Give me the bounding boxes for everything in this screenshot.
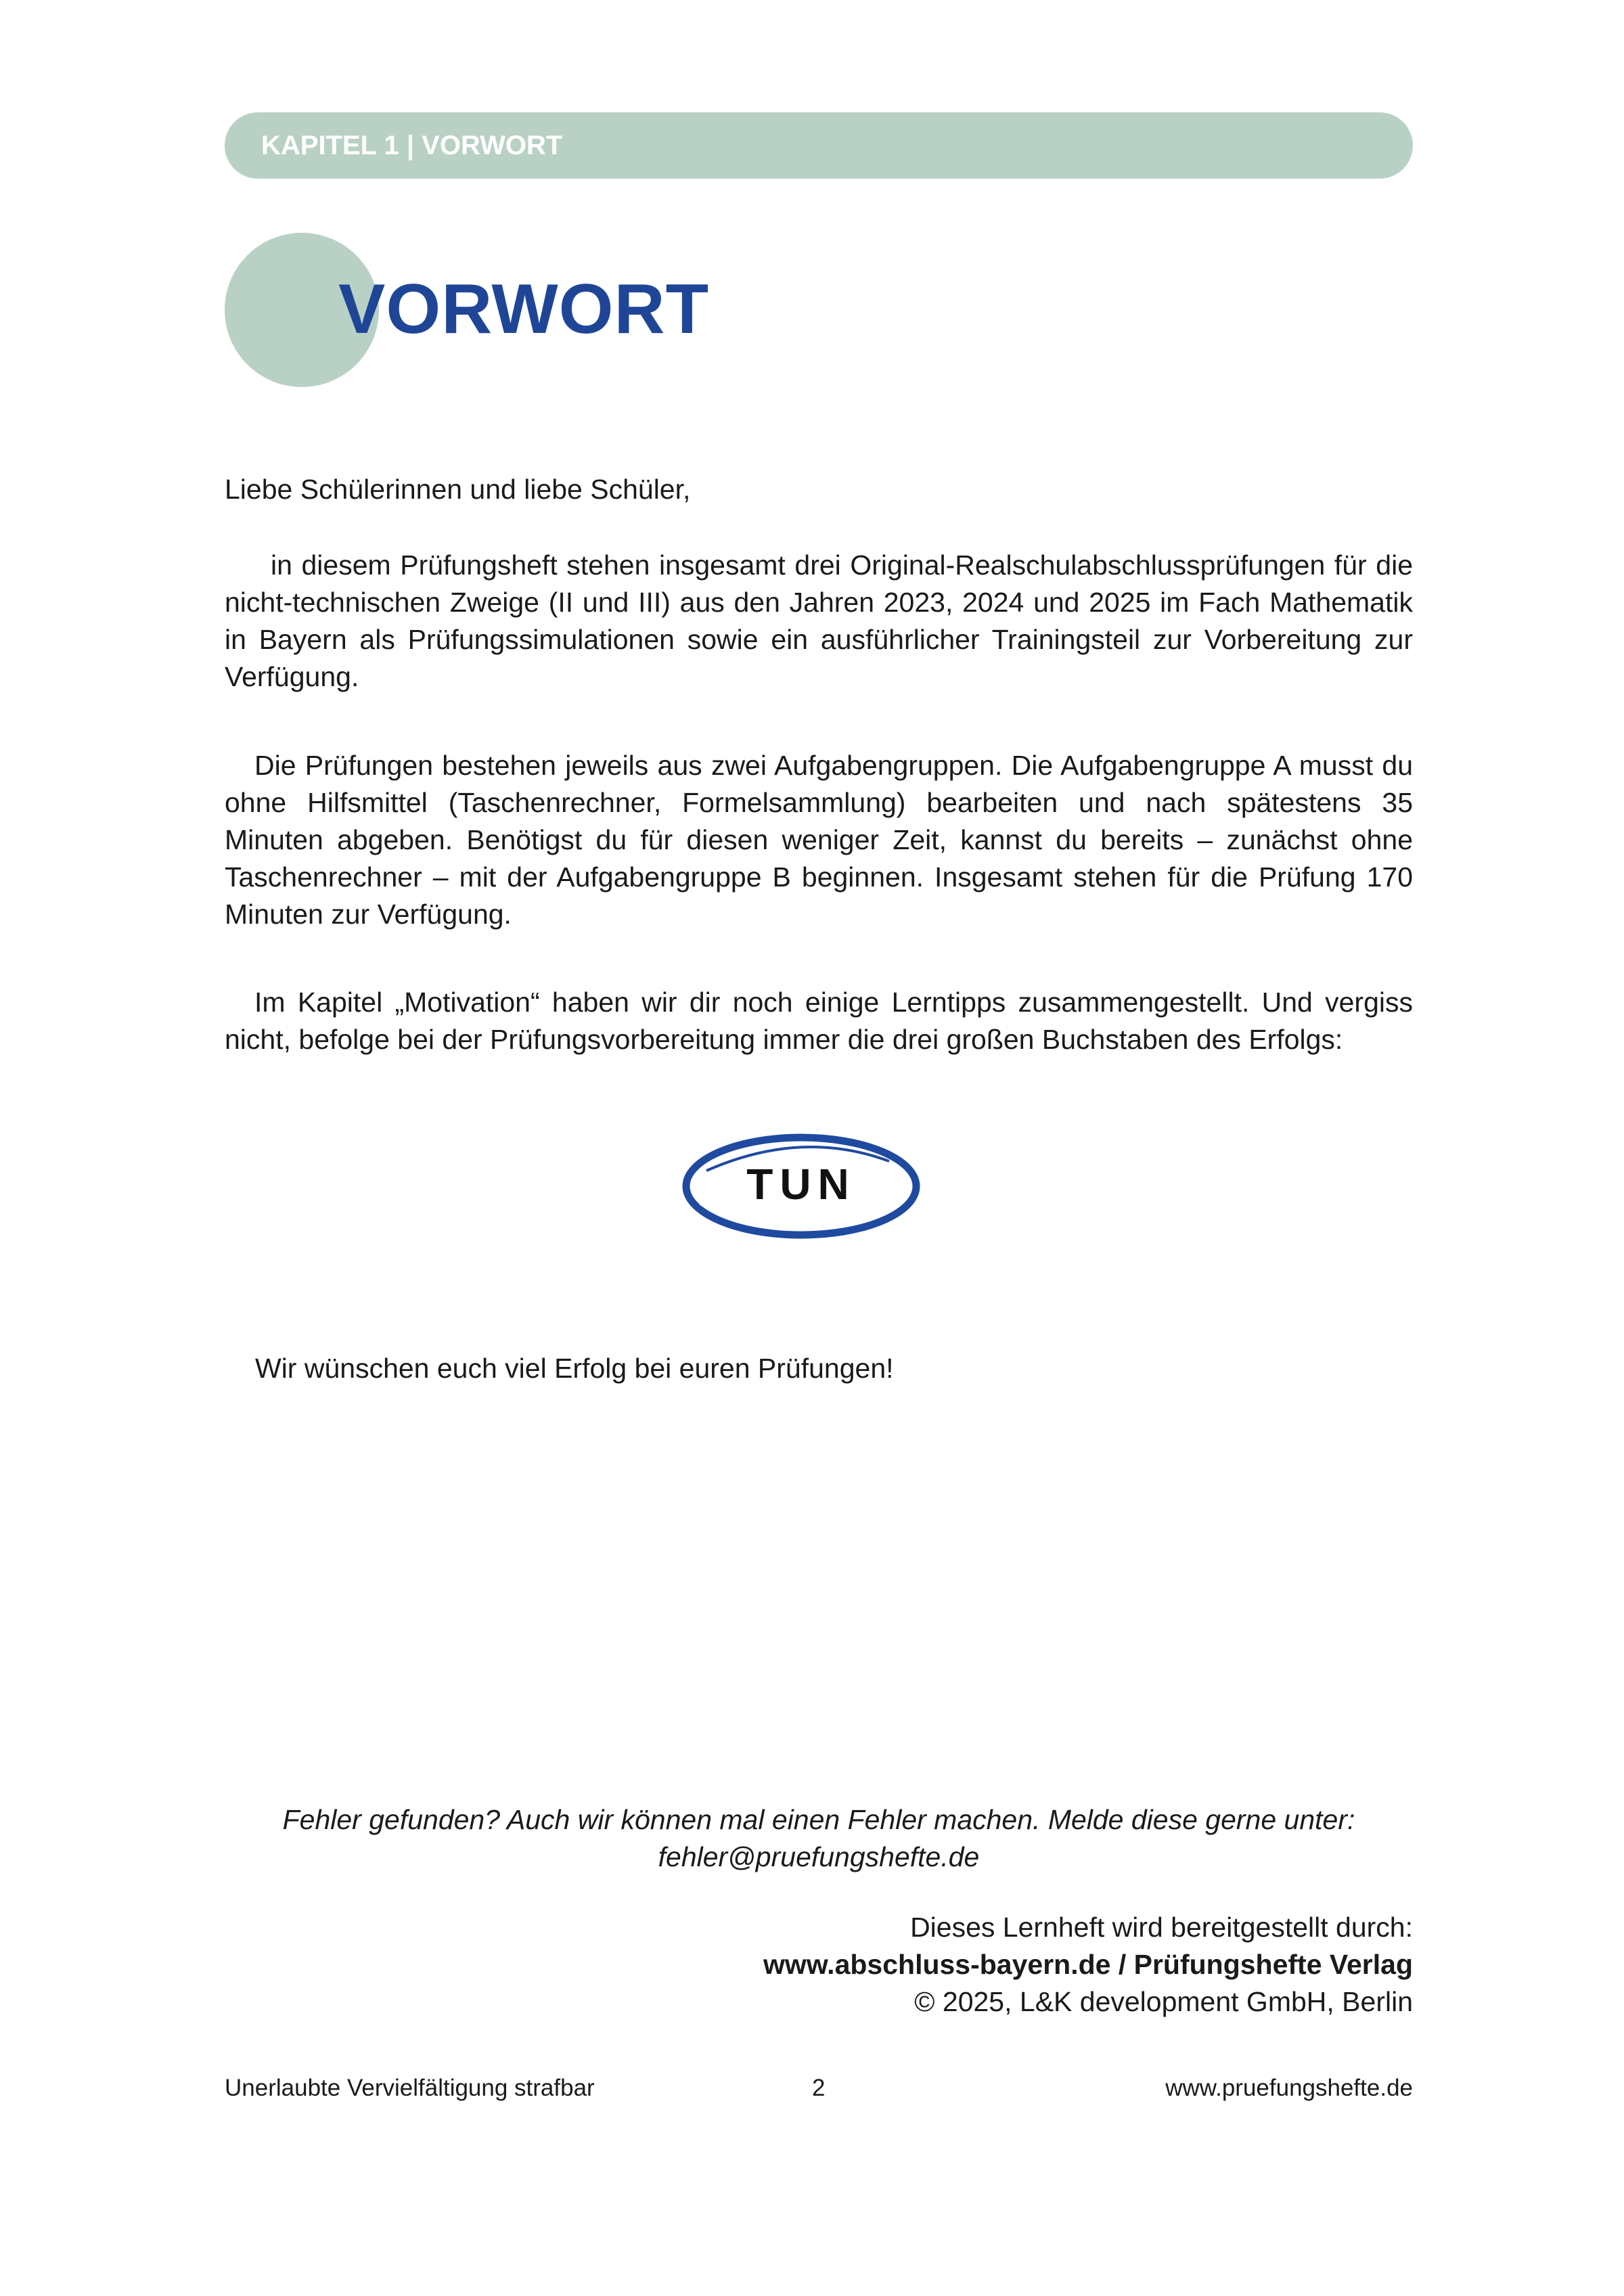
chapter-label: KAPITEL 1 | VORWORT (261, 131, 563, 160)
page-title: VORWORT (338, 270, 710, 348)
chapter-header-bar (225, 112, 1413, 179)
error-report-note (225, 1801, 1413, 1876)
provider-website[interactable]: www.abschluss-bayern.de / Prüfungshefte Verlag (763, 1949, 1413, 1980)
provider-line: Dieses Lernheft wird bereitgestellt durch: (910, 1912, 1413, 1943)
closing-wish: Wir wünschen euch viel Erfolg bei euren Prüfungen! (255, 1353, 894, 1384)
paragraph-motivation: Im Kapitel „Motivation“ haben wir dir noch einige Lerntipps zusammengestellt. Und vergiss nicht, befolge bei der Prüfungsvorbereitung immer die drei großen Buchstaben des Erfolgs: (225, 987, 1413, 1055)
error-report-email[interactable]: fehler@pruefungshefte.de (658, 1841, 980, 1872)
footer-website[interactable]: www.pruefungshefte.de (1165, 2075, 1413, 2101)
footer-notice: Unerlaubte Vervielfältigung strafbar (225, 2075, 595, 2101)
provider-info (763, 1909, 1413, 2021)
tun-logo (679, 1129, 923, 1244)
error-report-text: Fehler gefunden? Auch wir können mal einen Fehler machen. Melde diese gerne unter: (282, 1804, 1355, 1835)
logo-text: TUN (746, 1160, 856, 1209)
paragraph-intro: in diesem Prüfungsheft stehen insgesamt drei Original-Realschulabschlussprüfungen für die nicht-technischen Zweige (II und III) aus den Jahren 2023, 2024 und 2025 im Fach Mathematik in Bayern als Prüfungssimulationen sowie ein ausführlicher Trainingsteil zur Vorbereitung zur Verfügung. (225, 549, 1413, 692)
paragraph-exam-structure: Die Prüfungen bestehen jeweils aus zwei Aufgabengruppen. Die Aufgabengruppe A musst du ohne Hilfsmittel (Taschenrechner, Formelsammlung) bearbeiten und nach spätestens 35 Minuten abgeben. Benötigst du für diesen weniger Zeit, kannst du bereits – zunächst ohne Taschenrechner – mit der Aufgabengruppe B beginnen. Insgesamt stehen für die Prüfung 170 Minuten zur Verfügung. (225, 750, 1413, 930)
page-number: 2 (812, 2075, 826, 2101)
greeting: Liebe Schülerinnen und liebe Schüler, (225, 474, 691, 505)
copyright: © 2025, L&K development GmbH, Berlin (914, 1986, 1413, 2017)
